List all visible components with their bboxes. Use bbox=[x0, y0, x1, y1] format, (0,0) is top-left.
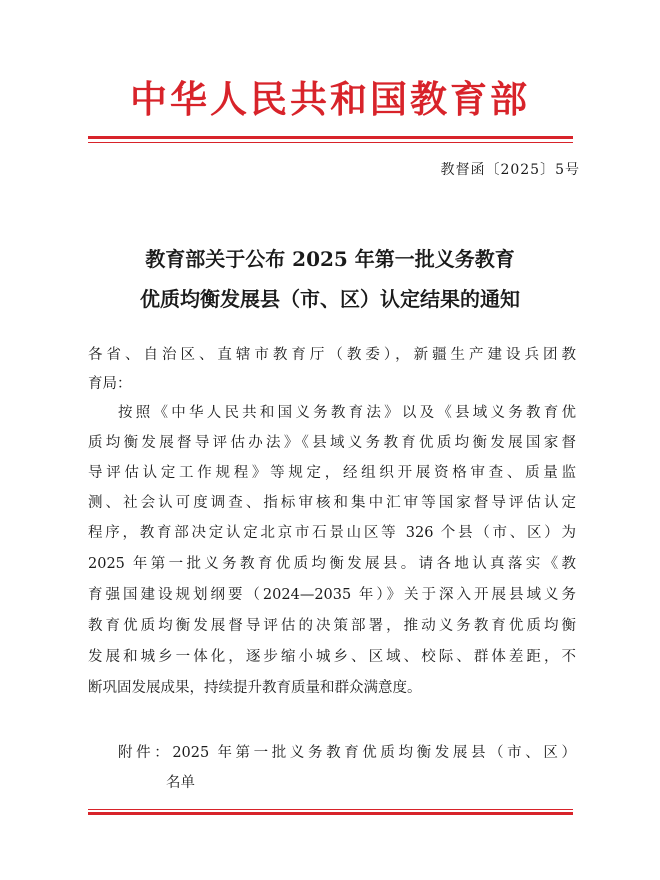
body-line: 教育优质均衡发展督导评估的决策部署，推动义务教育优质均衡 bbox=[88, 618, 576, 634]
body-line: 质均衡发展督导评估办法》《县域义务教育优质均衡发展国家督 bbox=[88, 435, 576, 451]
body-line: 导评估认定工作规程》等规定，经组织开展资格审查、质量监 bbox=[88, 465, 576, 481]
notice-title-line: 教育部关于公布 2025 年第一批义务教育 bbox=[145, 247, 515, 271]
document-number: 教督函〔2025〕5号 bbox=[440, 162, 580, 178]
header-rule-thick bbox=[88, 136, 573, 139]
body-line: 测、社会认可度调查、指标审核和集中汇审等国家督导评估认定 bbox=[88, 495, 576, 511]
body-line: 程序，教育部决定认定北京市石景山区等 326 个县（市、区）为 bbox=[88, 525, 576, 541]
body-line: 断巩固发展成果，持续提升教育质量和群众满意度。 bbox=[88, 680, 422, 696]
attachment-line: 附件：2025 年第一批义务教育优质均衡发展县（市、区） bbox=[118, 745, 576, 761]
body-line: 2025 年第一批义务教育优质均衡发展县。请各地认真落实《教 bbox=[88, 556, 576, 572]
footer-rule-thick bbox=[88, 812, 573, 815]
salutation-line: 各省、自治区、直辖市教育厅（教委），新疆生产建设兵团教 bbox=[88, 347, 576, 363]
salutation-line: 育局： bbox=[88, 376, 132, 392]
issuer-header: 中华人民共和国教育部 bbox=[130, 77, 530, 121]
notice-title-line: 优质均衡发展县（市、区）认定结果的通知 bbox=[140, 287, 520, 311]
body-line: 发展和城乡一体化，逐步缩小城乡、区域、校际、群体差距，不 bbox=[88, 649, 576, 665]
footer-rule-thin bbox=[88, 809, 573, 810]
header-rule-thin bbox=[88, 142, 573, 143]
attachment-line: 名单 bbox=[166, 775, 195, 791]
body-line: 按照《中华人民共和国义务教育法》以及《县域义务教育优 bbox=[118, 405, 576, 421]
body-line: 育强国建设规划纲要（2024—2035 年）》关于深入开展县域义务 bbox=[88, 587, 576, 603]
